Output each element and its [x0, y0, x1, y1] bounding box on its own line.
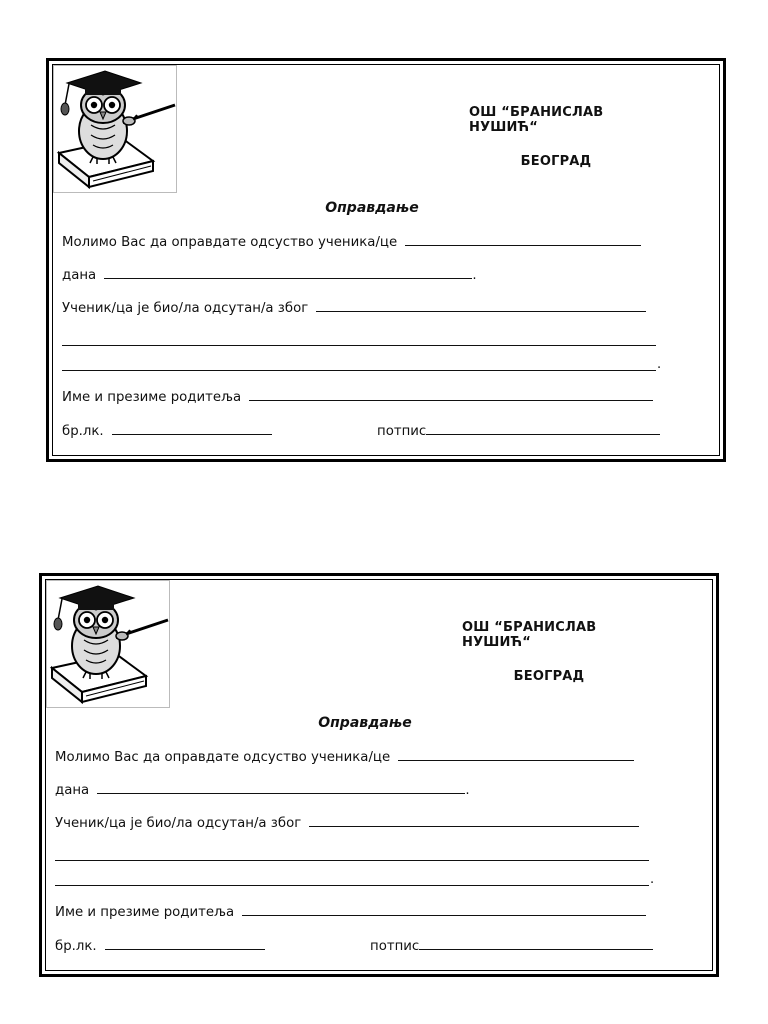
days-period: . [465, 783, 470, 798]
school-name: ОШ “БРАНИСЛАВ НУШИЋ“ [469, 105, 604, 135]
reason-extra-line-1[interactable] [55, 860, 649, 861]
reason-period: . [657, 357, 662, 372]
owl-graduate-logo [46, 580, 170, 708]
id-number-blank[interactable] [105, 937, 265, 950]
id-label: бр.лк. [55, 939, 97, 954]
reason-blank[interactable] [316, 299, 646, 312]
days-line [62, 266, 477, 283]
id-line [62, 422, 272, 439]
reason-extra-line-2[interactable] [55, 885, 649, 886]
days-period: . [472, 268, 477, 283]
id-number-blank[interactable] [112, 422, 272, 435]
note-title: Оправдање [318, 715, 412, 731]
days-line [55, 781, 470, 798]
reason-label: Ученик/ца је био/ла одсутан/а због [55, 816, 302, 831]
note-title: Оправдање [325, 200, 419, 216]
days-label: дана [55, 783, 90, 798]
excuse-note-card-1 [46, 58, 726, 462]
days-label: дана [62, 268, 97, 283]
reason-period: . [650, 872, 655, 887]
reason-line [62, 299, 646, 316]
request-label: Молимо Вас да оправдате одсуство ученика/це [55, 750, 391, 765]
signature-label: потпис [377, 424, 427, 439]
days-blank[interactable] [97, 781, 465, 794]
reason-line [55, 814, 639, 831]
signature-label: потпис [370, 939, 420, 954]
school-header [469, 105, 649, 169]
parent-line [62, 388, 653, 405]
school-header [462, 620, 642, 684]
parent-label: Име и презиме родитеља [55, 905, 235, 920]
request-label: Молимо Вас да оправдате одсуство ученика/це [62, 235, 398, 250]
school-name: ОШ “БРАНИСЛАВ НУШИЋ“ [462, 620, 597, 650]
parent-name-blank[interactable] [249, 388, 653, 401]
parent-line [55, 903, 646, 920]
student-name-blank[interactable] [398, 748, 634, 761]
request-line [55, 748, 634, 765]
signature-line [370, 937, 653, 954]
id-line [55, 937, 265, 954]
school-city: БЕОГРАД [520, 154, 592, 169]
reason-extra-line-1[interactable] [62, 345, 656, 346]
school-city: БЕОГРАД [513, 669, 585, 684]
id-label: бр.лк. [62, 424, 104, 439]
signature-blank[interactable] [426, 422, 660, 435]
reason-extra-line-2[interactable] [62, 370, 656, 371]
reason-label: Ученик/ца је био/ла одсутан/а због [62, 301, 309, 316]
excuse-note-card-2 [39, 573, 719, 977]
parent-label: Име и презиме родитеља [62, 390, 242, 405]
days-blank[interactable] [104, 266, 472, 279]
signature-blank[interactable] [419, 937, 653, 950]
owl-graduate-logo [53, 65, 177, 193]
request-line [62, 233, 641, 250]
reason-blank[interactable] [309, 814, 639, 827]
student-name-blank[interactable] [405, 233, 641, 246]
signature-line [377, 422, 660, 439]
parent-name-blank[interactable] [242, 903, 646, 916]
